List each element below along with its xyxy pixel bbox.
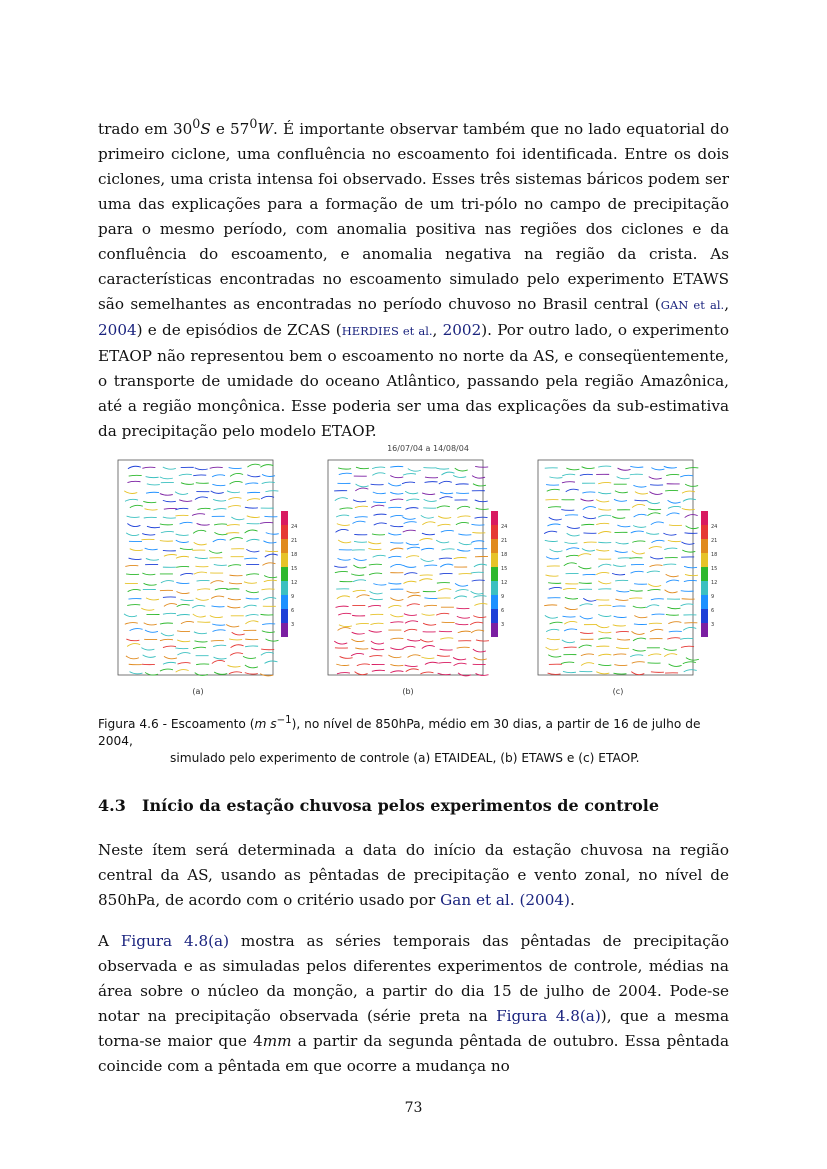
panel-c xyxy=(518,456,718,696)
citation-year-link[interactable]: 2004 xyxy=(98,321,137,340)
text-segment: a partir da segunda pêntada de outubro. Essa pêntada coincide com a pêntada em que ocorre a mudança no xyxy=(98,1032,729,1075)
colorbar-tick-label: 24 xyxy=(291,524,298,530)
text-segment: A xyxy=(98,932,121,950)
figure-4-6 xyxy=(98,442,729,697)
colorbar-segment xyxy=(281,511,288,525)
section-number: 4.3 xyxy=(98,796,126,815)
colorbar-segment xyxy=(491,553,498,567)
superscript: 0 xyxy=(249,116,258,131)
colorbar-segment xyxy=(701,609,708,623)
text-segment: , xyxy=(724,295,730,314)
superscript: 0 xyxy=(192,116,201,131)
streamline xyxy=(128,599,141,600)
colorbar-segment xyxy=(281,595,288,609)
colorbar-tick-label: 6 xyxy=(501,608,505,614)
caption-line-2: simulado pelo experimento de controle (a) ETAIDEAL, (b) ETAWS e (c) ETAOP. xyxy=(170,751,640,766)
panel-b xyxy=(308,456,508,696)
streamline xyxy=(665,490,678,491)
panel-label-b: (b) xyxy=(402,687,414,696)
colorbar-tick-label: 24 xyxy=(711,524,718,530)
figure-reference-link[interactable]: Figura 4.8(a) xyxy=(496,1007,601,1025)
colorbar-segment xyxy=(281,567,288,581)
caption-line-1 xyxy=(98,712,729,750)
colorbar-segment xyxy=(281,609,288,623)
figure-caption xyxy=(98,712,729,767)
citation-link[interactable]: Gan et al. (2004) xyxy=(440,891,570,909)
colorbar-segment xyxy=(491,511,498,525)
colorbar-segment xyxy=(491,595,498,609)
colorbar-tick-label: 12 xyxy=(501,580,508,586)
colorbar-tick-label: 15 xyxy=(711,566,718,572)
text-segment: ) e de episódios de ZCAS ( xyxy=(136,321,342,340)
figure-reference-link[interactable]: Figura 4.8(a) xyxy=(120,932,230,950)
colorbar-tick-label: 18 xyxy=(711,552,718,558)
colorbar-tick-label: 18 xyxy=(501,552,508,558)
colorbar-segment xyxy=(491,623,498,637)
colorbar-segment xyxy=(281,525,288,539)
colorbar-tick-label: 3 xyxy=(711,622,715,628)
text-segment: . É importante observar também que no lado equatorial do primeiro ciclone, uma confluência no escoamento foi identificada. Entre os dois ciclones, uma crista intensa foi observado. Esses três sistemas báricos podem ser uma das explicações para a formação de um tri-pólo no campo de precipitação para o mesmo período, com anomalia positiva nas regiões dos ciclones e da confluência do escoamento, e anomalia negativa na região da crista. As características encontradas no escoamento simulado pelo experimento ETAWS são semelhantes as encontradas no período chuvoso no Brasil central ( xyxy=(98,120,730,314)
paragraph-3 xyxy=(98,929,729,1079)
colorbar-tick-label: 21 xyxy=(501,538,508,544)
colorbar-tick-label: 6 xyxy=(711,608,715,614)
map-frame xyxy=(538,460,693,675)
colorbar-segment xyxy=(701,539,708,553)
text-segment: e 57 xyxy=(210,120,250,139)
section-title: Início da estação chuvosa pelos experimentos de controle xyxy=(142,796,660,815)
citation-link[interactable]: GAN et al. xyxy=(660,298,725,313)
text-segment: trado em 30 xyxy=(98,120,193,139)
colorbar-tick-label: 15 xyxy=(501,566,508,572)
page-number: 73 xyxy=(404,1100,423,1116)
panel-label-a: (a) xyxy=(192,687,204,696)
panel-a xyxy=(98,456,298,696)
colorbar-segment xyxy=(491,525,498,539)
streamline xyxy=(163,597,176,598)
colorbar-tick-label: 21 xyxy=(291,538,298,544)
colorbar-tick-label: 12 xyxy=(711,580,718,586)
citation-link[interactable]: HERDIES et al. xyxy=(341,324,433,339)
caption-unit: m s xyxy=(254,717,277,732)
streamline xyxy=(651,672,664,673)
caption-text: ), no nível de 850hPa, médio em 30 dias, a partir de 16 de julho de 2004, xyxy=(98,717,701,749)
streamline xyxy=(650,485,663,486)
colorbar-segment xyxy=(281,553,288,567)
section-heading xyxy=(98,796,729,815)
colorbar-segment xyxy=(701,595,708,609)
citation-year-link[interactable]: 2002 xyxy=(442,321,482,340)
text-segment: Neste ítem será determinada a data do início da estação chuvosa na região central da AS, usando as pêntadas de precipitação e vento zonal, no nível de 850hPa, de acordo com o critério usado por xyxy=(98,841,729,909)
colorbar-segment xyxy=(281,581,288,595)
streamline xyxy=(596,646,609,647)
streamline-map-c xyxy=(518,456,718,684)
colorbar-segment xyxy=(491,581,498,595)
colorbar-segment xyxy=(701,553,708,567)
streamline xyxy=(420,575,433,576)
colorbar-segment xyxy=(281,539,288,553)
caption-exponent: −1 xyxy=(276,715,292,726)
colorbar-tick-label: 9 xyxy=(291,594,295,600)
caption-text: Figura 4.6 - Escoamento ( xyxy=(98,717,255,732)
figure-period-label: 16/07/04 a 14/08/04 xyxy=(387,444,469,453)
math-symbol: W xyxy=(257,120,274,139)
text-segment: , xyxy=(432,321,443,340)
colorbar-segment xyxy=(701,581,708,595)
colorbar-segment xyxy=(281,623,288,637)
colorbar-segment xyxy=(701,511,708,525)
colorbar-tick-label: 6 xyxy=(291,608,295,614)
streamline-map-a xyxy=(98,456,298,684)
colorbar-segment xyxy=(491,539,498,553)
streamline-map-b xyxy=(308,456,508,684)
colorbar-tick-label: 24 xyxy=(501,524,508,530)
panel-label-c: (c) xyxy=(612,687,624,696)
streamline xyxy=(437,583,450,584)
text-segment: mostra as séries temporais das pêntadas de precipitação observada e as simuladas pelos diferentes experimentos de controle, médias na área sobre o núcleo da monção, a partir do dia 15 de julho de 2004. Pode-se notar na precipitação observada (série preta na xyxy=(98,932,730,1025)
math-unit: mm xyxy=(262,1032,292,1050)
colorbar-tick-label: 21 xyxy=(711,538,718,544)
colorbar-tick-label: 9 xyxy=(711,594,715,600)
colorbar-tick-label: 15 xyxy=(291,566,298,572)
colorbar-segment xyxy=(701,525,708,539)
colorbar-tick-label: 9 xyxy=(501,594,505,600)
streamline xyxy=(439,631,452,632)
text-segment: ). Por outro lado, o experimento ETAOP não representou bem o escoamento no norte da AS, e conseqüentemente, o transporte de umidade do oceano Atlântico, passando pela região Amazônica, até a região monçônica. Esse poderia ser uma das explicações da sub-estimativa da precipitação pelo modelo ETAOP. xyxy=(98,321,730,441)
text-segment: . xyxy=(569,891,575,909)
paragraph-1 xyxy=(98,111,729,444)
colorbar-segment xyxy=(701,623,708,637)
colorbar-tick-label: 12 xyxy=(291,580,298,586)
colorbar-segment xyxy=(491,609,498,623)
math-symbol: S xyxy=(200,120,211,139)
colorbar-tick-label: 18 xyxy=(291,552,298,558)
colorbar-segment xyxy=(701,567,708,581)
paragraph-2 xyxy=(98,838,729,913)
colorbar-tick-label: 3 xyxy=(291,622,295,628)
colorbar-segment xyxy=(491,567,498,581)
colorbar-tick-label: 3 xyxy=(501,622,505,628)
text-segment: ), que a mesma torna-se maior que 4 xyxy=(98,1007,729,1050)
